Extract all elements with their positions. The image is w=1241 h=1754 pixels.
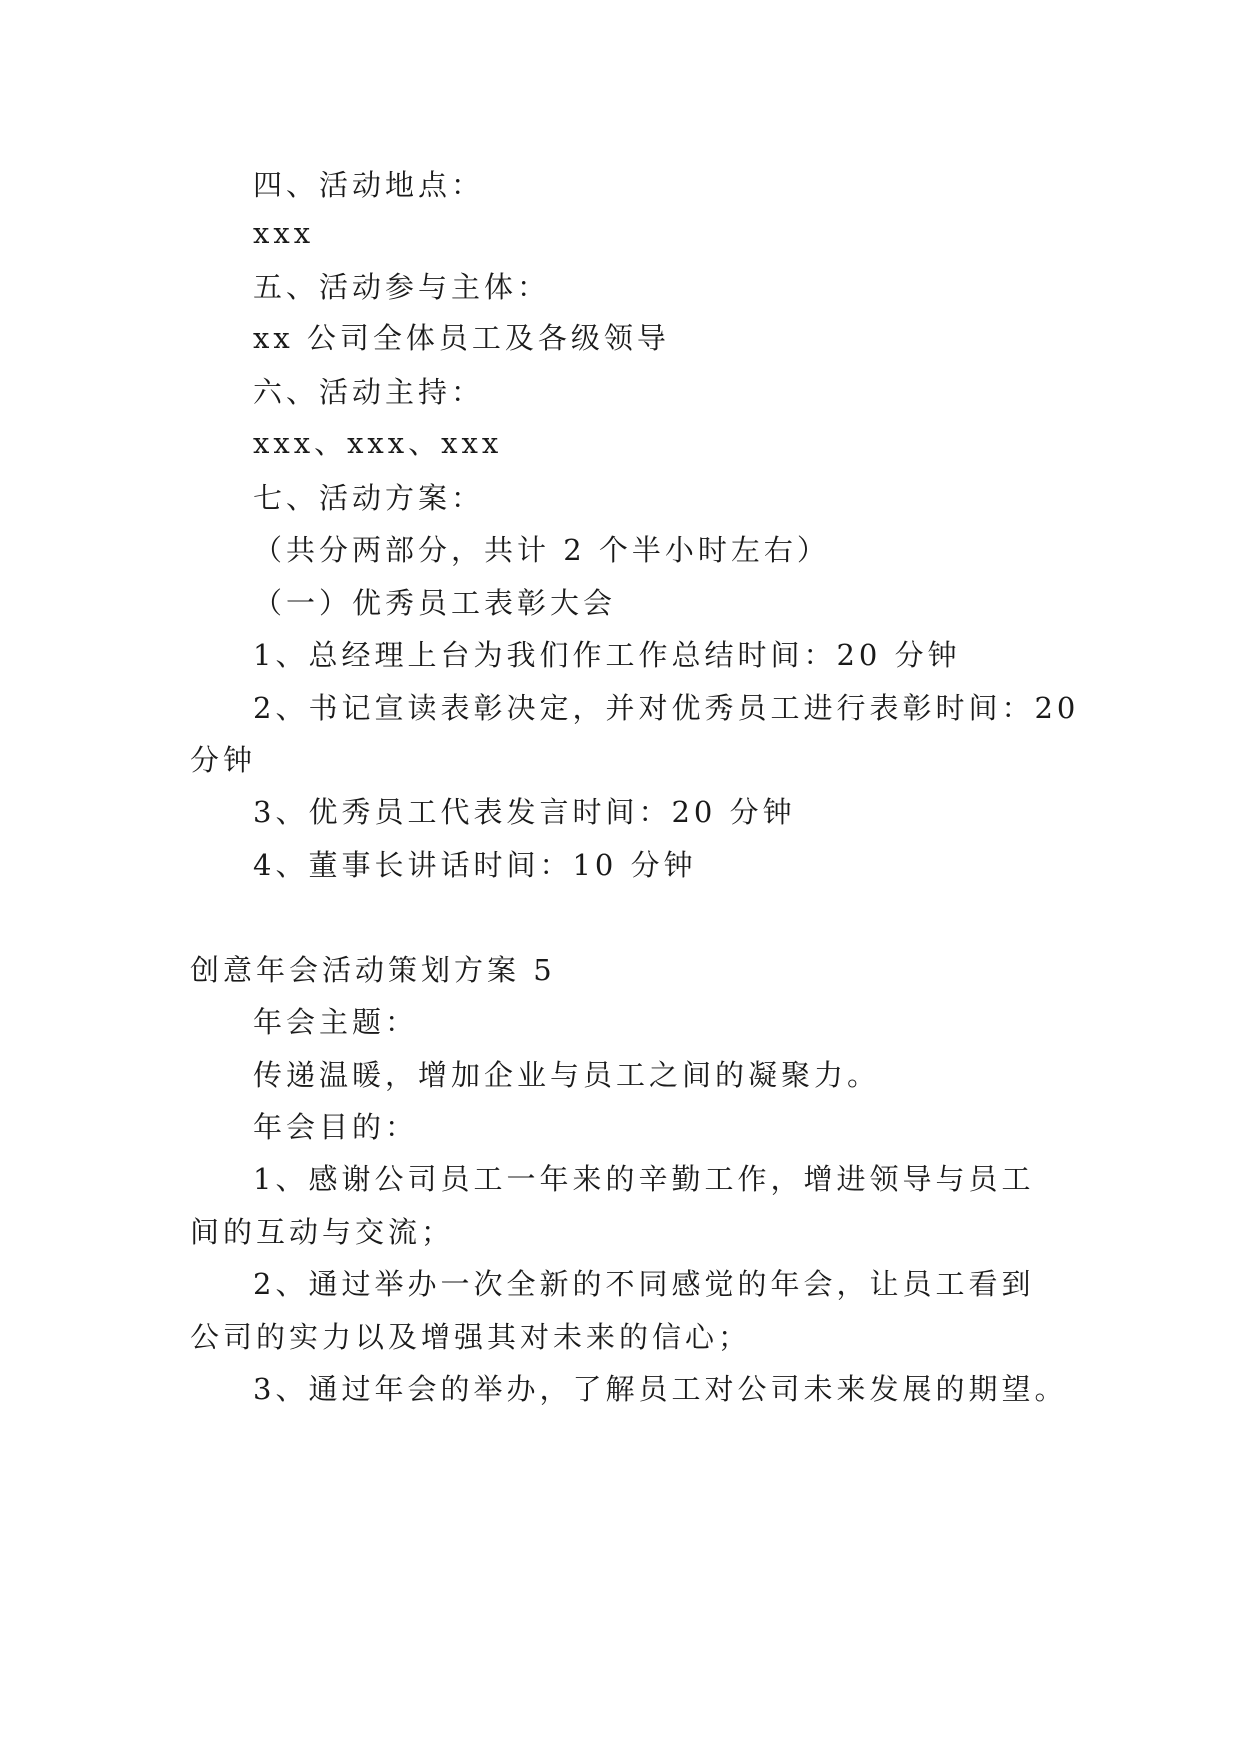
purpose-item-2: 2、通过举办一次全新的不同感觉的年会，让员工看到 (253, 1267, 1035, 1301)
section-7-part-1-title: （一）优秀员工表彰大会 (253, 586, 617, 620)
section-4-location: xxx (253, 216, 315, 250)
agenda-item-4: 4、董事长讲话时间：10 分钟 (253, 848, 697, 882)
purpose-label: 年会目的： (253, 1110, 419, 1144)
section-7-note: （共分两部分，共计 2 个半小时左右） (253, 533, 830, 567)
theme-label: 年会主题： (253, 1005, 419, 1039)
section-5-participants: xx 公司全体员工及各级领导 (253, 321, 670, 355)
section-6-heading: 六、活动主持： (253, 375, 485, 409)
purpose-item-3: 3、通过年会的举办，了解员工对公司未来发展的期望。 (253, 1372, 1068, 1406)
purpose-item-2-continued: 公司的实力以及增强其对未来的信心； (190, 1320, 752, 1354)
agenda-item-2-continued: 分钟 (190, 743, 257, 777)
plan-5-title: 创意年会活动策划方案 5 (190, 953, 556, 987)
agenda-item-2: 2、书记宣读表彰决定，并对优秀员工进行表彰时间：20 (253, 691, 1080, 725)
section-6-hosts: xxx、xxx、xxx (253, 426, 503, 460)
section-5-heading: 五、活动参与主体： (253, 270, 551, 304)
purpose-item-1: 1、感谢公司员工一年来的辛勤工作，增进领导与员工 (253, 1162, 1035, 1196)
section-4-heading: 四、活动地点： (253, 168, 485, 202)
purpose-item-1-continued: 间的互动与交流； (190, 1215, 455, 1249)
agenda-item-3: 3、优秀员工代表发言时间：20 分钟 (253, 795, 796, 829)
section-7-heading: 七、活动方案： (253, 481, 485, 515)
theme-text: 传递温暖，增加企业与员工之间的凝聚力。 (253, 1058, 881, 1092)
agenda-item-1: 1、总经理上台为我们作工作总结时间：20 分钟 (253, 638, 961, 672)
